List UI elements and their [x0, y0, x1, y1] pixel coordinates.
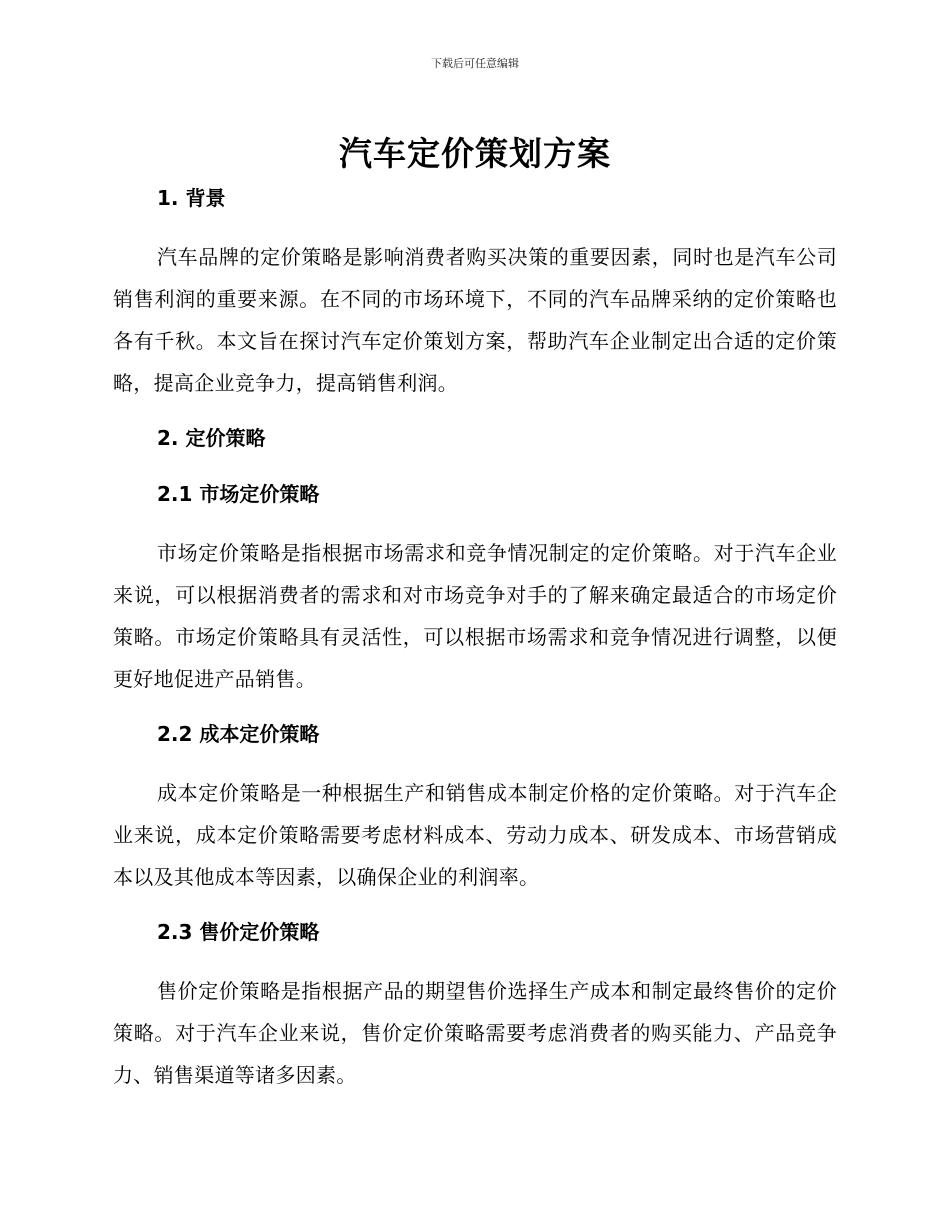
- paragraph-cost-pricing: 成本定价策略是一种根据生产和销售成本制定价格的定价策略。对于汽车企业来说，成本定价策略需要考虑材料成本、劳动力成本、研发成本、市场营销成本以及其他成本等因素，以确保企业的利润率。: [113, 781, 837, 889]
- paragraph-market-pricing: 市场定价策略是指根据市场需求和竞争情况制定的定价策略。对于汽车企业来说，可以根据消费者的需求和对市场竞争对手的了解来确定最适合的市场定价策略。市场定价策略具有灵活性，可以根据市场需求和竞争情况进行调整，以便更好地促进产品销售。: [113, 541, 837, 691]
- paragraph-sale-price-pricing: 售价定价策略是指根据产品的期望售价选择生产成本和制定最终售价的定价策略。对于汽车企业来说，售价定价策略需要考虑消费者的购买能力、产品竞争力、销售渠道等诸多因素。: [113, 979, 837, 1087]
- section-heading-cost-pricing: 2.2 成本定价策略: [157, 722, 320, 746]
- document-body: [113, 182, 837, 1096]
- section-heading-pricing-strategy: 2. 定价策略: [157, 426, 266, 450]
- section-heading-sale-price-pricing: 2.3 售价定价策略: [157, 920, 320, 944]
- section-heading-background: 1. 背景: [157, 186, 226, 210]
- section-heading-market-pricing: 2.1 市场定价策略: [157, 482, 320, 506]
- document-title: 汽车定价策划方案: [339, 134, 611, 173]
- paragraph-background: 汽车品牌的定价策略是影响消费者购买决策的重要因素，同时也是汽车公司销售利润的重要来源。在不同的市场环境下，不同的汽车品牌采纳的定价策略也各有千秋。本文旨在探讨汽车定价策划方案，帮助汽车企业制定出合适的定价策略，提高企业竞争力，提高销售利润。: [113, 245, 837, 395]
- header-note: 下载后可任意编辑: [431, 57, 519, 70]
